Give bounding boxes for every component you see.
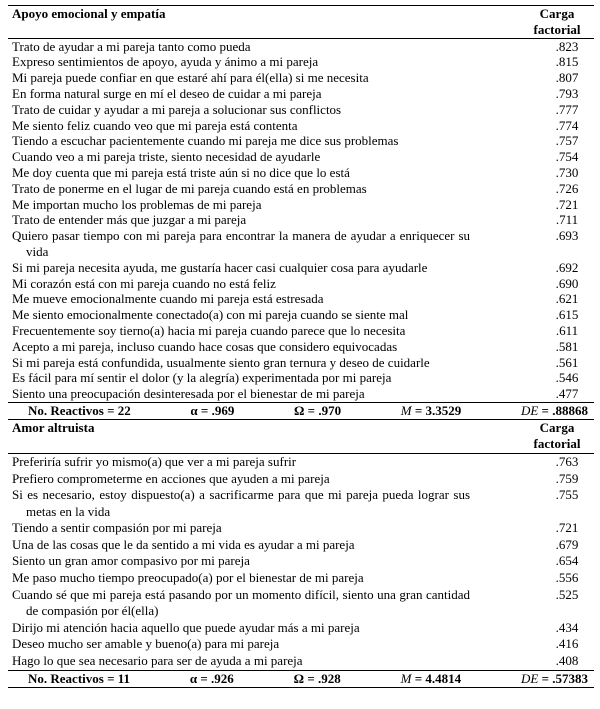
item-loading: .416 bbox=[555, 636, 579, 652]
item-loading: .654 bbox=[555, 553, 579, 569]
table-row bbox=[8, 553, 594, 570]
summary-row bbox=[8, 402, 594, 419]
table-row bbox=[8, 118, 594, 134]
item-loading: .711 bbox=[555, 212, 579, 228]
omega-value: Ω = .970 bbox=[294, 402, 342, 418]
item-count: No. Reactivos = 22 bbox=[28, 402, 131, 418]
item-text: Si mi pareja necesita ayuda, me gustaría hacer casi cualquier cosa para ayudarle bbox=[12, 259, 428, 275]
item-loading: .611 bbox=[555, 322, 579, 338]
item-text: Si mi pareja está confundida, usualmente siento gran ternura y deseo de cuidarle bbox=[12, 354, 430, 370]
item-text: Me importan mucho los problemas de mi pareja bbox=[12, 196, 262, 212]
item-loading: .754 bbox=[555, 149, 579, 165]
item-text: Siento un gran amor compasivo por mi pareja bbox=[12, 553, 250, 569]
item-loading: .621 bbox=[555, 291, 579, 307]
table-row bbox=[8, 537, 594, 554]
table-row bbox=[8, 370, 594, 386]
item-loading: .581 bbox=[555, 338, 579, 354]
item-text: Una de las cosas que le da sentido a mi vida es ayudar a mi pareja bbox=[12, 536, 355, 552]
item-loading: .525 bbox=[555, 586, 579, 602]
section-header-row bbox=[8, 419, 594, 453]
item-loading: .477 bbox=[555, 386, 579, 402]
alpha-value: α = .926 bbox=[189, 670, 234, 686]
table-row bbox=[8, 453, 594, 470]
table-row bbox=[8, 276, 594, 292]
column-header-loading: Carga factorial bbox=[480, 6, 594, 39]
item-text: Hago lo que sea necesario para ser de ayuda a mi pareja bbox=[12, 653, 303, 669]
table-row bbox=[8, 471, 594, 488]
item-loading: .823 bbox=[555, 38, 579, 54]
loadings-table bbox=[8, 5, 594, 688]
item-text: Acepto a mi pareja, incluso cuando hace cosas que considero equivocadas bbox=[12, 338, 398, 354]
table-row bbox=[8, 307, 594, 323]
table-row bbox=[8, 386, 594, 402]
table-row bbox=[8, 323, 594, 339]
mean-value: M = 4.4814 bbox=[400, 670, 462, 686]
item-loading: .721 bbox=[555, 520, 579, 536]
item-loading: .793 bbox=[555, 85, 579, 101]
item-loading: .726 bbox=[555, 180, 579, 196]
table-row bbox=[8, 149, 594, 165]
item-loading: .561 bbox=[555, 354, 579, 370]
table-row bbox=[8, 291, 594, 307]
table-row bbox=[8, 487, 594, 520]
item-text: Me siento feliz cuando veo que mi pareja está contenta bbox=[12, 117, 298, 133]
section-title: Apoyo emocional y empatía bbox=[8, 6, 480, 39]
table-row bbox=[8, 54, 594, 70]
item-text: Me siento emocionalmente conectado(a) con mi pareja cuando se siente mal bbox=[12, 307, 409, 323]
section-header-row bbox=[8, 6, 594, 39]
table-row bbox=[8, 197, 594, 213]
item-text: Trato de entender más que juzgar a mi pareja bbox=[12, 212, 247, 228]
item-loading: .807 bbox=[555, 70, 579, 86]
table-row bbox=[8, 228, 594, 260]
item-loading: .755 bbox=[555, 487, 579, 503]
item-text: Tiendo a sentir compasión por mi pareja bbox=[12, 520, 222, 536]
item-loading: .434 bbox=[555, 619, 579, 635]
table-row bbox=[8, 587, 594, 620]
item-text: En forma natural surge en mí el deseo de cuidar a mi pareja bbox=[12, 85, 322, 101]
item-loading: .693 bbox=[555, 228, 579, 244]
item-loading: .763 bbox=[555, 453, 579, 469]
item-text: Prefiero comprometerme en acciones que ayuden a mi pareja bbox=[12, 470, 330, 486]
item-loading: .692 bbox=[555, 259, 579, 275]
item-text: Frecuentemente soy tierno(a) hacia mi pareja cuando parece que lo necesita bbox=[12, 322, 406, 338]
item-text: Me mueve emocionalmente cuando mi pareja está estresada bbox=[12, 291, 324, 307]
item-loading: .546 bbox=[555, 370, 579, 386]
table-row bbox=[8, 133, 594, 149]
table-row bbox=[8, 653, 594, 670]
item-text: Preferiría sufrir yo mismo(a) que ver a mi pareja sufrir bbox=[12, 453, 297, 469]
table-row bbox=[8, 355, 594, 371]
item-text: Deseo mucho ser amable y bueno(a) para mi pareja bbox=[12, 636, 280, 652]
section-1 bbox=[8, 6, 594, 420]
item-loading: .721 bbox=[555, 196, 579, 212]
item-text: Me paso mucho tiempo preocupado(a) por el bienestar de mi pareja bbox=[12, 570, 364, 586]
item-count: No. Reactivos = 11 bbox=[28, 670, 131, 686]
item-text: Siento una preocupación desinteresada por el bienestar de mi pareja bbox=[12, 386, 365, 402]
mean-value: M = 3.3529 bbox=[400, 402, 462, 418]
item-loading: .615 bbox=[555, 307, 579, 323]
item-loading: .690 bbox=[555, 275, 579, 291]
sd-value: DE = .57383 bbox=[520, 670, 588, 686]
item-loading: .759 bbox=[555, 470, 579, 486]
table-row bbox=[8, 520, 594, 537]
item-text: Trato de cuidar y ayudar a mi pareja a solucionar sus conflictos bbox=[12, 101, 342, 117]
summary-row bbox=[8, 670, 594, 688]
table-row bbox=[8, 620, 594, 637]
item-text: Expreso sentimientos de apoyo, ayuda y ánimo a mi pareja bbox=[12, 54, 319, 70]
item-loading: .679 bbox=[555, 536, 579, 552]
item-loading: .556 bbox=[555, 570, 579, 586]
sd-value: DE = .88868 bbox=[520, 402, 588, 418]
factor-loadings-table bbox=[8, 5, 594, 688]
item-text: Cuando sé que mi pareja está pasando por un momento difícil, siento una gran cantidad de compasión por él(ella) bbox=[12, 586, 470, 619]
item-text: Trato de ponerme en el lugar de mi pareja cuando está en problemas bbox=[12, 180, 367, 196]
table-row bbox=[8, 636, 594, 653]
item-loading: .757 bbox=[555, 133, 579, 149]
table-row bbox=[8, 70, 594, 86]
item-text: Mi corazón está con mi pareja cuando no está feliz bbox=[12, 275, 276, 291]
item-text: Cuando veo a mi pareja triste, siento necesidad de ayudarle bbox=[12, 149, 321, 165]
table-row bbox=[8, 570, 594, 587]
item-text: Me doy cuenta que mi pareja está triste aún si no dice que lo está bbox=[12, 164, 350, 180]
table-row bbox=[8, 181, 594, 197]
section-2 bbox=[8, 419, 594, 688]
column-header-loading: Carga factorial bbox=[480, 419, 594, 453]
item-loading: .408 bbox=[555, 653, 579, 669]
item-text: Quiero pasar tiempo con mi pareja para encontrar la manera de ayudar a enriquecer su vida bbox=[12, 228, 470, 259]
table-row bbox=[8, 165, 594, 181]
item-loading: .730 bbox=[555, 164, 579, 180]
item-text: Trato de ayudar a mi pareja tanto como pueda bbox=[12, 38, 251, 54]
alpha-value: α = .969 bbox=[190, 402, 235, 418]
item-text: Es fácil para mí sentir el dolor (y la alegría) experimentada por mi pareja bbox=[12, 370, 392, 386]
table-row bbox=[8, 339, 594, 355]
table-row bbox=[8, 38, 594, 54]
item-text: Tiendo a escuchar pacientemente cuando mi pareja me dice sus problemas bbox=[12, 133, 399, 149]
table-row bbox=[8, 102, 594, 118]
omega-value: Ω = .928 bbox=[293, 670, 341, 686]
table-row bbox=[8, 260, 594, 276]
item-text: Dirijo mi atención hacia aquello que puede ayudar más a mi pareja bbox=[12, 619, 360, 635]
item-loading: .774 bbox=[555, 117, 579, 133]
item-text: Mi pareja puede confiar en que estaré ahí para él(ella) si me necesita bbox=[12, 70, 369, 86]
table-row bbox=[8, 86, 594, 102]
section-title: Amor altruista bbox=[8, 419, 480, 453]
item-text: Si es necesario, estoy dispuesto(a) a sacrificarme para que mi pareja pueda lograr sus metas en la vida bbox=[12, 487, 470, 519]
item-loading: .815 bbox=[555, 54, 579, 70]
item-loading: .777 bbox=[555, 101, 579, 117]
table-row bbox=[8, 212, 594, 228]
